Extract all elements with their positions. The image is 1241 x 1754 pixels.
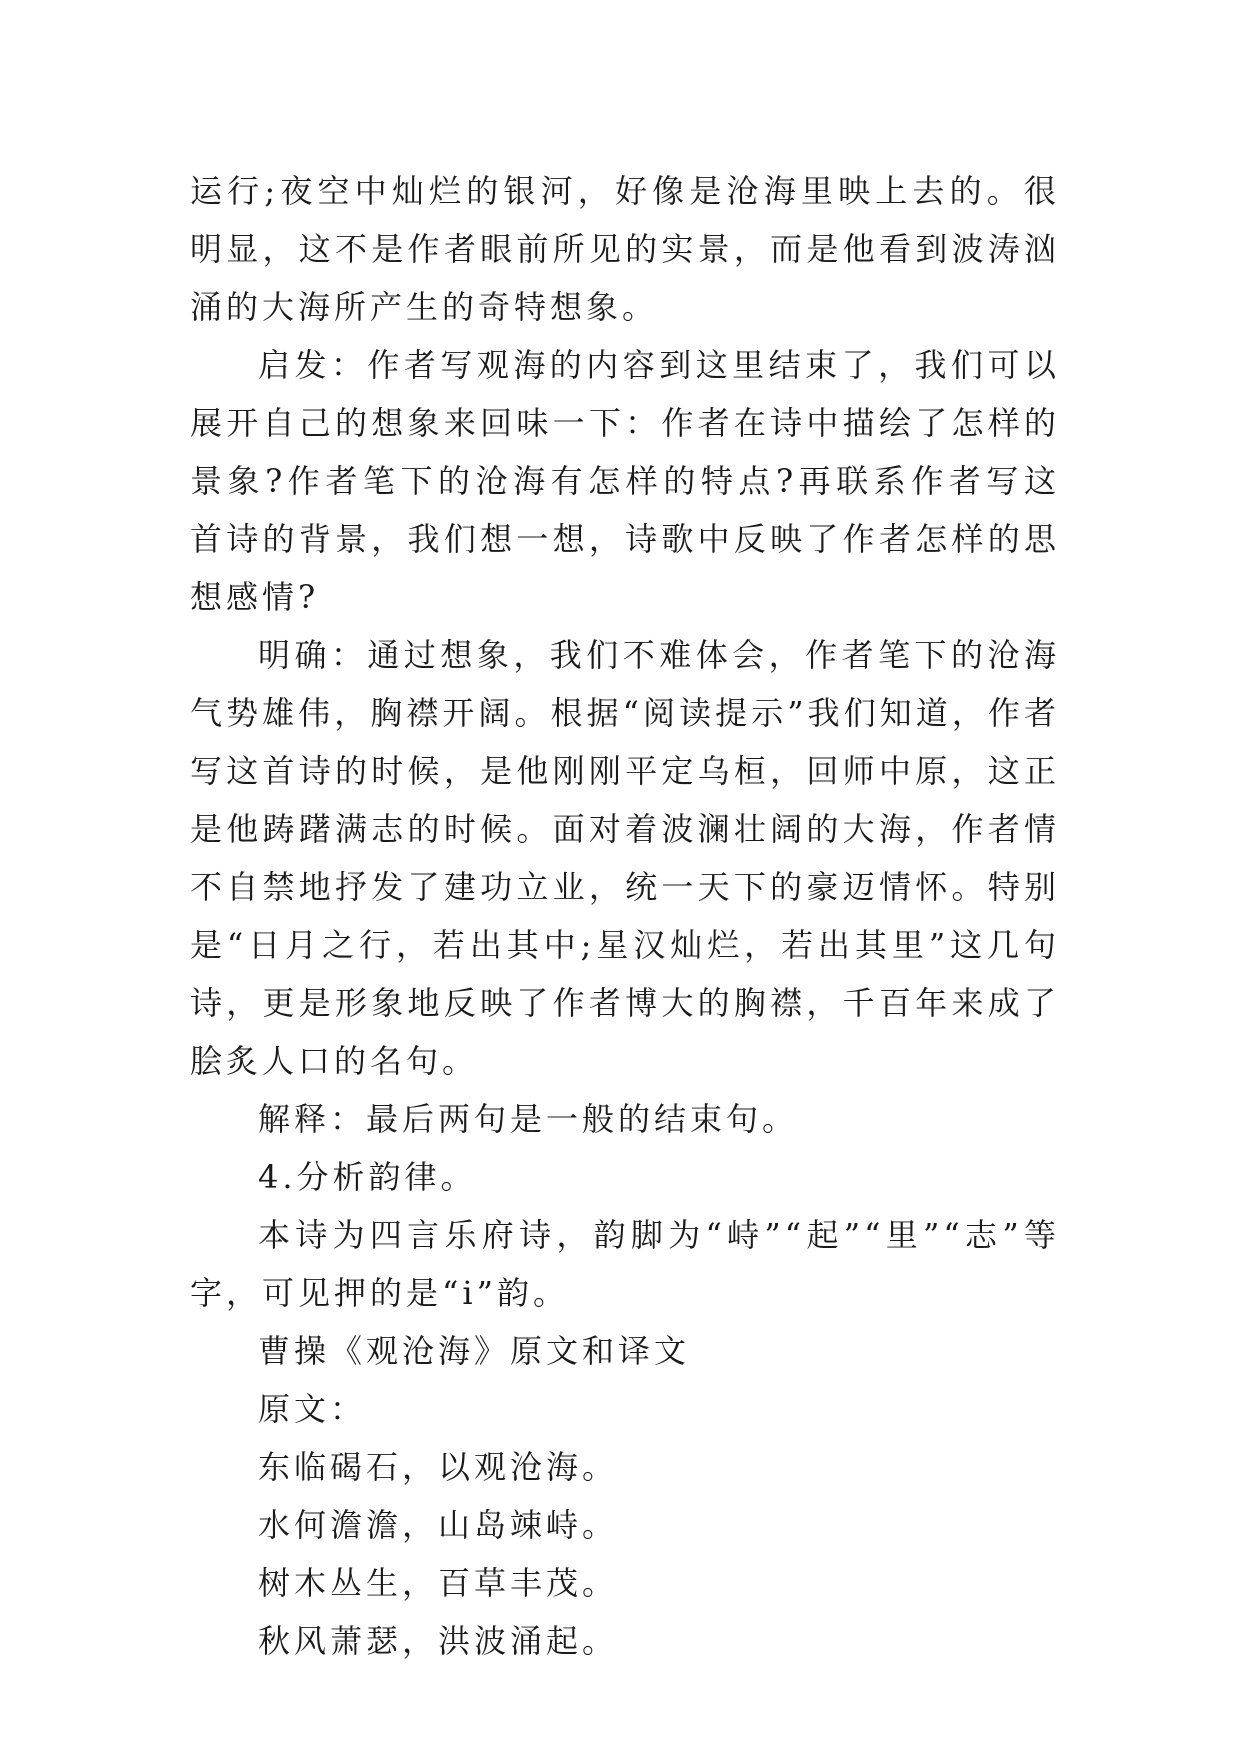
poem-line: 水何澹澹，山岛竦峙。 [258,1506,619,1544]
document-body [190,162,1060,1670]
poem-line: 树木丛生，百草丰茂。 [258,1564,619,1602]
paragraph-clarification: 明确：通过想象，我们不难体会，作者笔下的沧海气势雄伟，胸襟开阔。根据“阅读提示”我们知道，作者写这首诗的时候，是他刚刚平定乌桓，回师中原，这正是他踌躇满志的时候。面对着波澜壮阔的大海，作者情不自禁地抒发了建功立业，统一天下的豪迈情怀。特别是“日月之行，若出其中;星汉灿烂，若出其里”这几句诗，更是形象地反映了作者博大的胸襟，千百年来成了脍炙人口的名句。 [190,636,1060,1080]
paragraph-explanation: 解释：最后两句是一般的结束句。 [258,1100,799,1138]
label-original-text: 原文： [258,1390,367,1428]
paragraph-continuation: 运行;夜空中灿烂的银河，好像是沧海里映上去的。很明显，这不是作者眼前所见的实景，而是他看到波涛汹涌的大海所产生的奇特想象。 [190,172,1060,326]
paragraph-rhyme: 本诗为四言乐府诗，韵脚为“峙”“起”“里”“志”等字，可见押的是“i”韵。 [190,1216,1060,1312]
section-heading-rhyme: 4.分析韵律。 [258,1158,477,1196]
poem-line: 东临碣石，以观沧海。 [258,1448,619,1486]
section-heading-original-translation: 曹操《观沧海》原文和译文 [258,1332,691,1370]
paragraph-inspiration: 启发：作者写观海的内容到这里结束了，我们可以展开自己的想象来回味一下：作者在诗中描绘了怎样的景象?作者笔下的沧海有怎样的特点?再联系作者写这首诗的背景，我们想一想，诗歌中反映了作者怎样的思想感情? [190,346,1060,616]
poem-line: 秋风萧瑟，洪波涌起。 [258,1622,619,1660]
